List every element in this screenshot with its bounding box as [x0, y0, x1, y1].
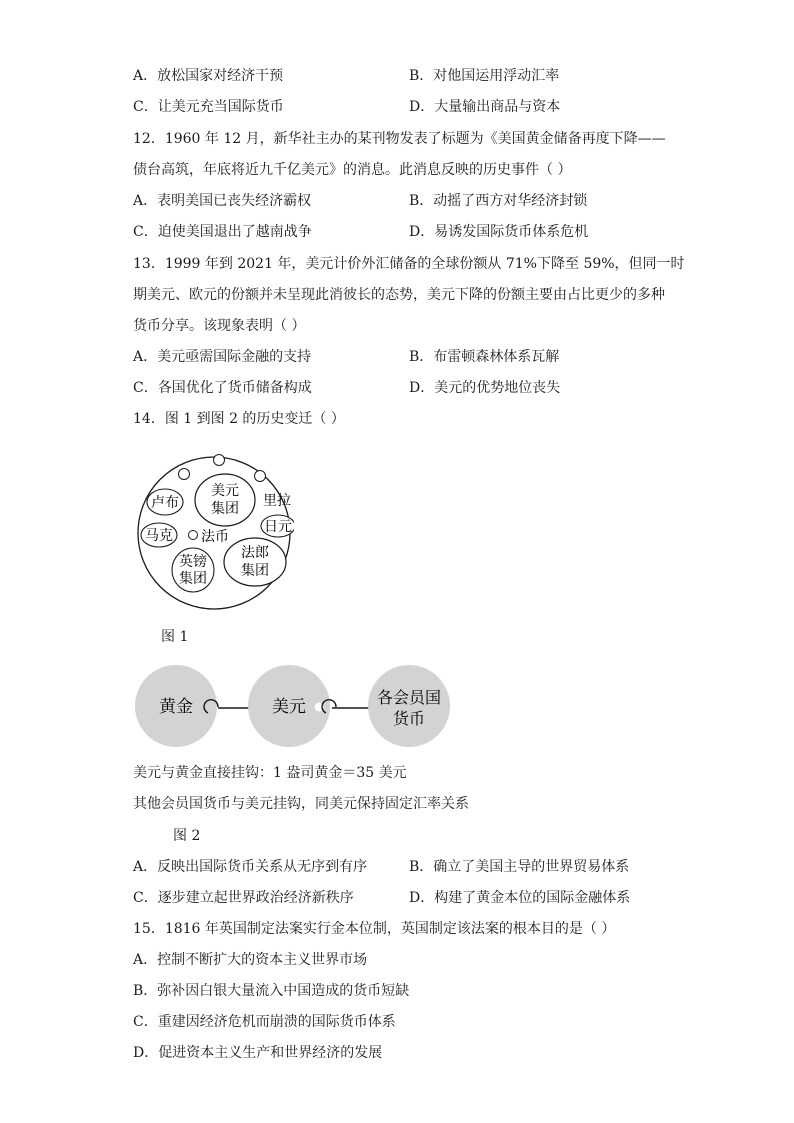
q15-option-a: A．控制不断扩大的资本主义世界市场: [133, 952, 368, 968]
q12-option-a: A．表明美国已丧失经济霸权: [133, 193, 312, 209]
small-circle: [179, 469, 190, 480]
q13-stem-line2: 期美元、欧元的份额并未呈现此消彼长的态势，美元下降的份额主要由占比更少的多种: [133, 287, 665, 303]
usd-group-label-2: 集团: [211, 501, 239, 517]
ruble-label: 卢布: [151, 495, 179, 511]
q12-stem-line2: 债台高筑，年底将近九千亿美元》的消息。此消息反映的历史事件（ ）: [133, 162, 572, 178]
usd-group-ellipse: [195, 474, 255, 526]
figure-2-caption: 图 2: [173, 828, 201, 844]
gbp-group-label-2: 集团: [179, 571, 207, 587]
figure-2-note-1: 美元与黄金直接挂钩：1 盎司黄金＝35 美元: [133, 765, 407, 781]
q13-option-a: A．美元亟需国际金融的支持: [133, 349, 312, 365]
small-circle: [189, 531, 198, 540]
q11-option-d: D．大量输出商品与资本: [409, 99, 561, 115]
figure-2-note-2: 其他会员国货币与美元挂钩，同美元保持固定汇率关系: [133, 796, 469, 812]
member-currency-label-2: 货币: [392, 709, 426, 728]
small-circle: [214, 455, 225, 466]
q14-option-c: C．逐步建立起世界政治经济新秩序: [133, 890, 354, 906]
lira-label: 里拉: [263, 493, 291, 509]
q14-option-a: A．反映出国际货币关系从无序到有序: [133, 859, 368, 875]
figure-2-diagram: [130, 665, 460, 751]
frf-group-label-2: 集团: [241, 563, 269, 579]
q15-stem: 15．1816 年英国制定法案实行金本位制，英国制定该法案的根本目的是（ ）: [133, 921, 616, 937]
small-circle: [255, 471, 266, 482]
yen-label: 日元: [264, 519, 292, 535]
q14-option-b: B．确立了美国主导的世界贸易体系: [409, 859, 630, 875]
fabi-label: 法币: [201, 529, 229, 545]
q13-option-b: B．布雷顿森林体系瓦解: [409, 349, 560, 365]
q13-option-d: D．美元的优势地位丧失: [409, 380, 561, 396]
q11-option-a: A．放松国家对经济干预: [133, 68, 284, 84]
q15-option-b: B．弥补因白银大量流入中国造成的货币短缺: [133, 983, 410, 999]
gbp-group-label-1: 英镑: [179, 554, 207, 570]
q12-option-c: C．迫使美国退出了越南战争: [133, 224, 312, 240]
q13-stem-line1: 13．1999 年到 2021 年，美元计价外汇储备的全球份额从 71%下降至 59%，但同一时: [133, 256, 685, 272]
q12-option-d: D．易诱发国际货币体系危机: [409, 224, 589, 240]
usd-group-label-1: 美元: [211, 483, 239, 499]
q14-stem: 14．图 1 到图 2 的历史变迁（ ）: [133, 411, 345, 427]
gold-label: 黄金: [159, 697, 193, 717]
q13-option-c: C．各国优化了货币储备构成: [133, 380, 312, 396]
usd-label: 美元: [272, 697, 306, 717]
q11-option-c: C．让美元充当国际货币: [133, 99, 284, 115]
q13-stem-line3: 货币分享。该现象表明（ ）: [133, 318, 306, 334]
frf-group-label-1: 法郎: [241, 545, 269, 561]
q15-option-c: C．重建因经济危机而崩溃的国际货币体系: [133, 1014, 396, 1030]
figure-1-diagram: [134, 447, 294, 617]
q14-option-d: D．构建了黄金本位的国际金融体系: [409, 890, 631, 906]
q12-option-b: B．动摇了西方对华经济封锁: [409, 193, 588, 209]
mark-label: 马克: [145, 528, 173, 544]
q12-stem-line1: 12．1960 年 12 月，新华社主办的某刊物发表了标题为《美国黄金储备再度下降——: [133, 131, 666, 147]
figure-1-caption: 图 1: [161, 629, 189, 645]
member-currency-label-1: 各会员国: [376, 688, 442, 707]
q15-option-d: D．促进资本主义生产和世界经济的发展: [133, 1045, 383, 1061]
q11-option-b: B．对他国运用浮动汇率: [409, 68, 560, 84]
